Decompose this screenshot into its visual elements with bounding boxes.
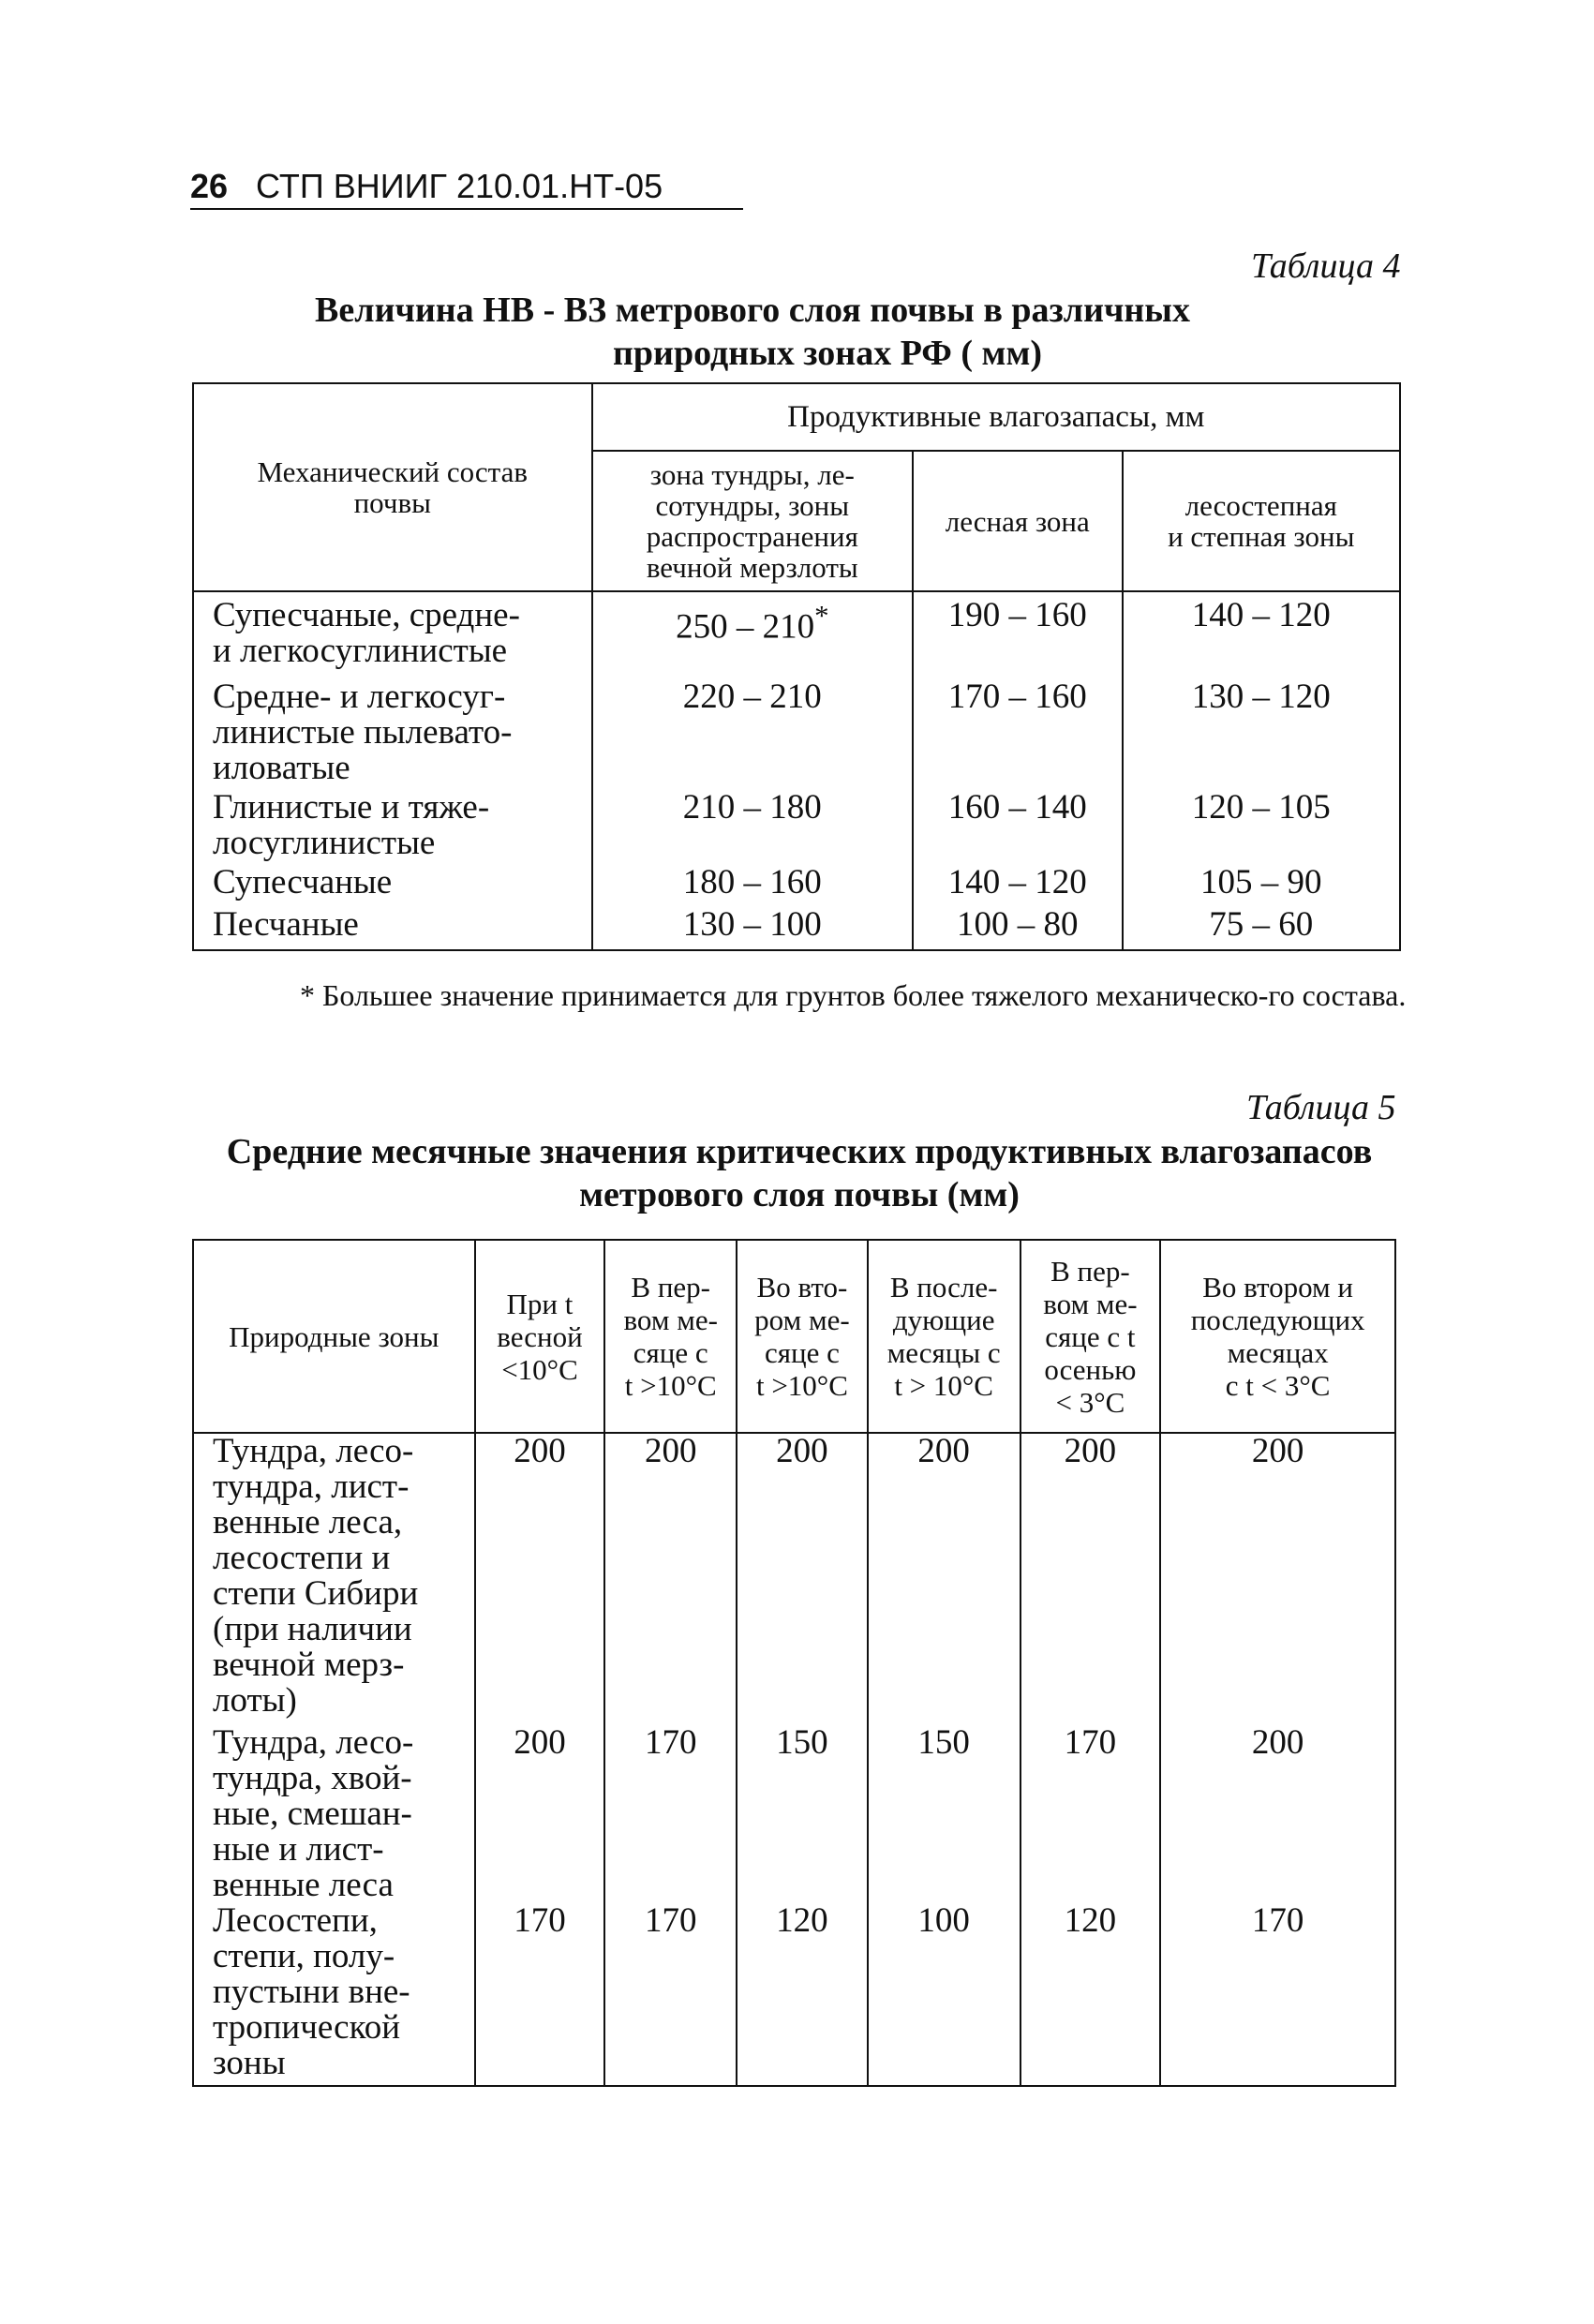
table4-cell-forest: 170 – 160 [913, 679, 1122, 790]
table5-cell: 200 [1160, 1433, 1395, 1725]
table4-row-name: Средне- и легкосуг- линистые пылевато- иловатые [193, 679, 592, 790]
table5-cell: 120 [1020, 1903, 1161, 2086]
table4-footnote: * Большее значение принимается для грунтов более тяжелого механическо-го состава. [300, 978, 1407, 1012]
table5-cell: 170 [1020, 1725, 1161, 1903]
table-row [193, 907, 1400, 950]
table5-title-line2: метрового слоя почвы (мм) [579, 1175, 1020, 1214]
table4-header-tundra: зона тундры, ле- сотундры, зоны распространения вечной мерзлоты [592, 451, 914, 591]
table4 [192, 382, 1401, 951]
table5-cell: 200 [868, 1433, 1020, 1725]
table4-header-steppe: лесостепная и степная зоны [1123, 451, 1401, 591]
table5-cell: 170 [604, 1725, 737, 1903]
table4-caption: Таблица 4 [1251, 246, 1401, 286]
table5-header-month1: В пер- вом ме- сяце с t >10°С [604, 1240, 737, 1433]
header-underline [190, 208, 743, 210]
table4-cell-steppe: 130 – 120 [1123, 679, 1401, 790]
table-row [193, 790, 1400, 865]
table4-cell-tundra: 210 – 180 [592, 790, 914, 865]
table5-header-autumn2: Во втором и последующих месяцах с t < 3°С [1160, 1240, 1395, 1433]
table5-cell: 120 [737, 1903, 868, 2086]
table5 [192, 1239, 1396, 2087]
table5-cell: 150 [868, 1725, 1020, 1903]
table5-title-line1: Средние месячные значения критических продуктивных влагозапасов [226, 1132, 1373, 1171]
table4-cell-tundra: 130 – 100 [592, 907, 914, 950]
table5-header-zone: Природные зоны [193, 1240, 475, 1433]
table4-cell-steppe: 140 – 120 [1123, 591, 1401, 679]
table4-cell-tundra: 180 – 160 [592, 865, 914, 907]
table4-row-name: Супесчаные, средне- и легкосуглинистые [193, 591, 592, 679]
table5-caption: Таблица 5 [1246, 1088, 1396, 1127]
footnote-mark: * [814, 600, 829, 632]
table5-cell: 150 [737, 1725, 868, 1903]
table5-cell: 200 [475, 1725, 605, 1903]
table5-header-autumn1: В пер- вом ме- сяце с t осенью < 3°С [1020, 1240, 1161, 1433]
table-row [193, 1903, 1395, 2086]
table5-cell: 200 [1020, 1433, 1161, 1725]
page-header [190, 167, 663, 206]
table4-header-soil: Механический состав почвы [193, 383, 592, 591]
table5-cell: 200 [737, 1433, 868, 1725]
table4-cell-forest: 100 – 80 [913, 907, 1122, 950]
table4-title [190, 289, 1408, 375]
table5-cell: 200 [1160, 1725, 1395, 1903]
document-code: СТП ВНИИГ 210.01.НТ-05 [256, 167, 663, 205]
table-row [193, 679, 1400, 790]
table5-cell: 100 [868, 1903, 1020, 2086]
table5-cell: 170 [475, 1903, 605, 2086]
table4-title-line1: Величина НВ - ВЗ метрового слоя почвы в различных [315, 290, 1190, 330]
table4-cell-tundra: 220 – 210 [592, 679, 914, 790]
table5-row-name: Тундра, лесо- тундра, лист- венные леса, лесостепи и степи Сибири (при наличии вечной мерз- лоты) [193, 1433, 475, 1725]
table-row [193, 1433, 1395, 1725]
table-row [193, 1725, 1395, 1903]
table5-row-name: Тундра, лесо- тундра, хвой- ные, смешан- ные и лист- венные леса [193, 1725, 475, 1903]
table4-row-name: Песчаные [193, 907, 592, 950]
table5-header-later: В после- дующие месяцы с t > 10°С [868, 1240, 1020, 1433]
table4-header-forest: лесная зона [913, 451, 1122, 591]
table5-cell: 200 [604, 1433, 737, 1725]
table4-row-name: Глинистые и тяже- лосуглинистые [193, 790, 592, 865]
table5-cell: 170 [604, 1903, 737, 2086]
table5-title [190, 1130, 1408, 1216]
table4-title-line2: природных зонах РФ ( мм) [613, 334, 1042, 373]
table5-cell: 170 [1160, 1903, 1395, 2086]
table-row [193, 865, 1400, 907]
table4-cell-forest: 190 – 160 [913, 591, 1122, 679]
table4-cell-steppe: 120 – 105 [1123, 790, 1401, 865]
table-row [193, 591, 1400, 679]
table5-header-month2: Во вто- ром ме- сяце с t >10°С [737, 1240, 868, 1433]
table5-cell: 200 [475, 1433, 605, 1725]
table4-cell-steppe: 75 – 60 [1123, 907, 1401, 950]
table4-cell-steppe: 105 – 90 [1123, 865, 1401, 907]
table4-row-name: Супесчаные [193, 865, 592, 907]
table4-cell-forest: 160 – 140 [913, 790, 1122, 865]
page-number: 26 [190, 167, 229, 205]
table4-cell-tundra: 250 – 210* [592, 591, 914, 679]
table4-cell-forest: 140 – 120 [913, 865, 1122, 907]
table4-header-group: Продуктивные влагозапасы, мм [592, 383, 1400, 451]
table5-header-spring: При t весной <10°С [475, 1240, 605, 1433]
table5-row-name: Лесостепи, степи, полу- пустыни вне- тропической зоны [193, 1903, 475, 2086]
